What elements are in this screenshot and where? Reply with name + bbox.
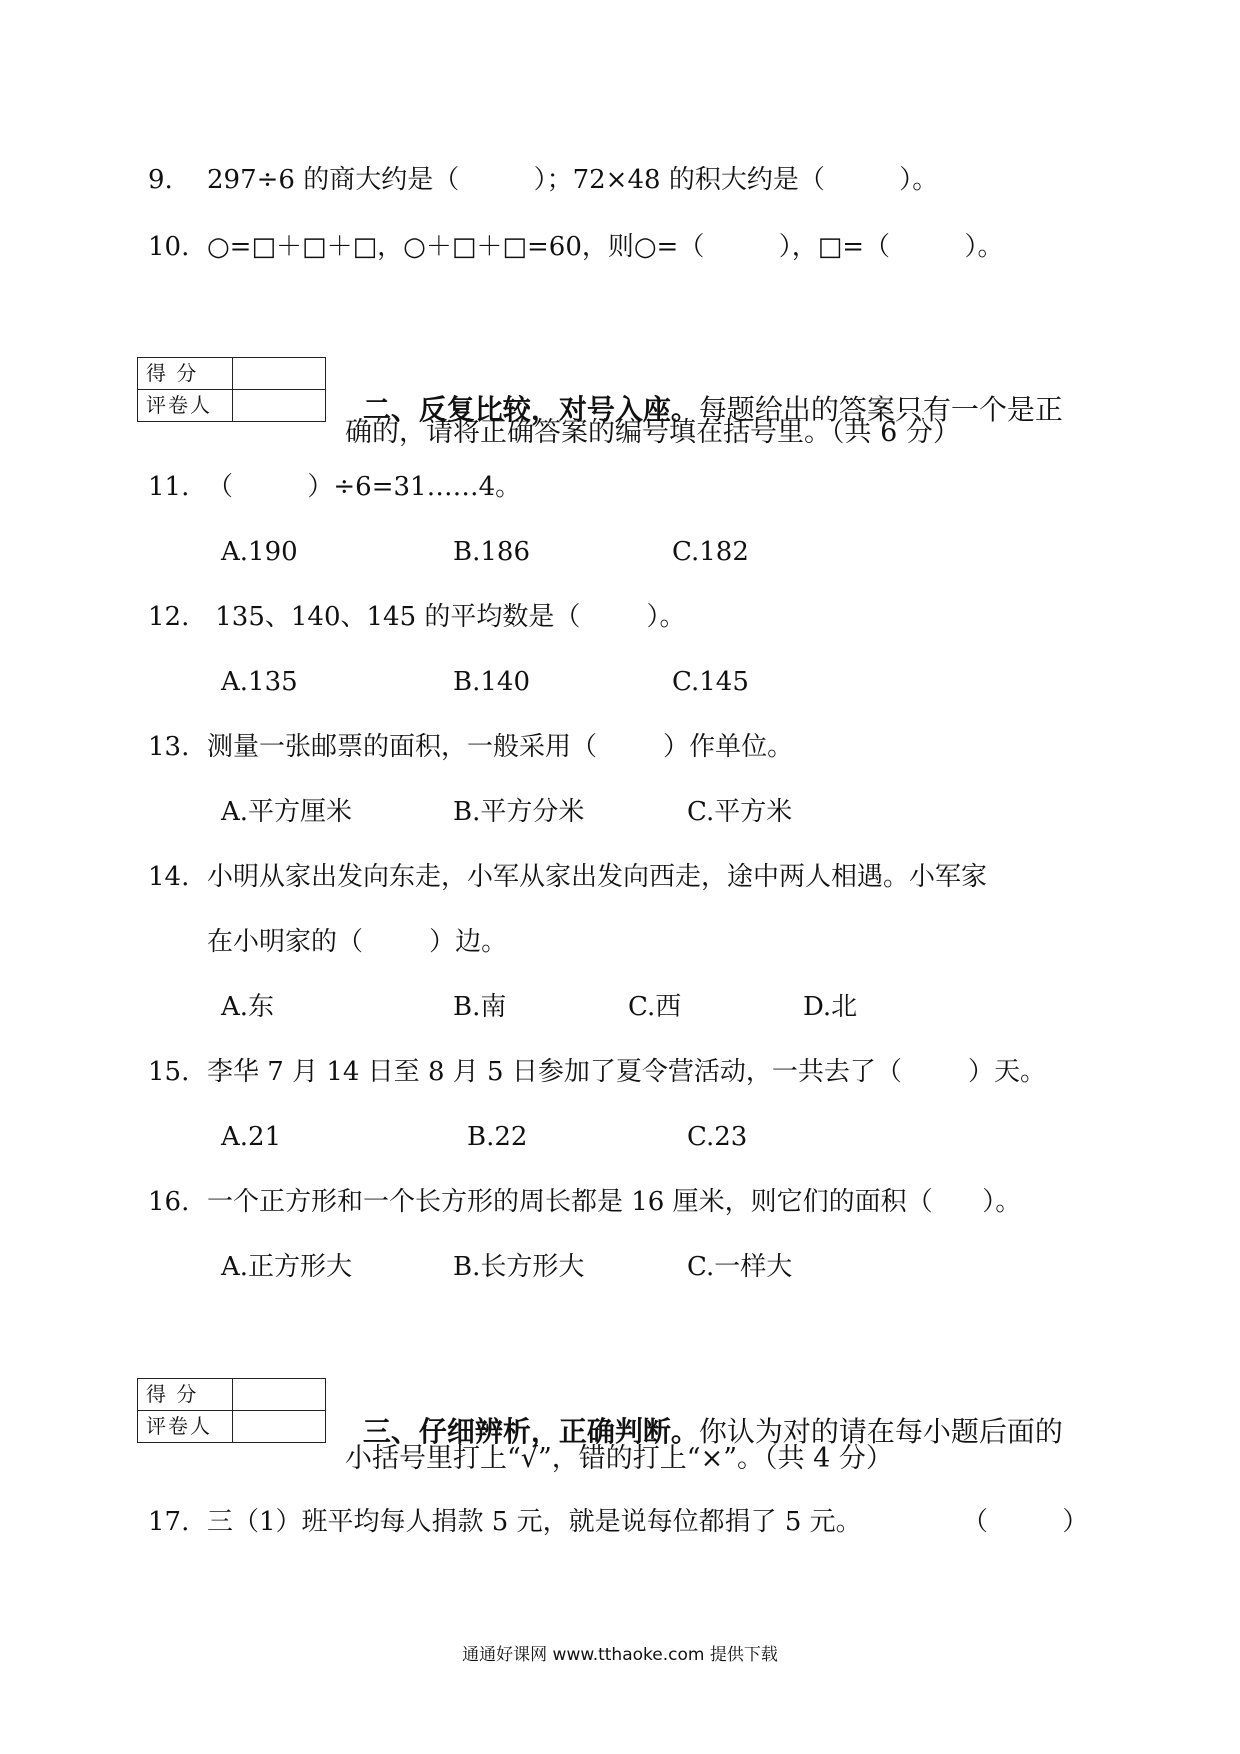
section2-desc-line2: 确的，请将正确答案的编号填在括号里。（共 6 分）	[345, 417, 960, 448]
question-9-number: 9.	[148, 165, 173, 195]
page-footer: 通通好课网 www.tthaoke.com 提供下载	[462, 1645, 778, 1665]
question-11-text: （ ）÷6=31……4。	[207, 472, 522, 502]
question-14-option-a[interactable]: A.东	[221, 992, 275, 1022]
question-11-option-a[interactable]: A.190	[221, 537, 298, 567]
question-11-option-c[interactable]: C.182	[672, 537, 749, 567]
question-10-text: ○=□＋□＋□，○＋□＋□=60，则○=（ ），□=（ ）。	[207, 232, 1004, 262]
question-11-option-b[interactable]: B.186	[453, 537, 530, 567]
question-17-text: 三（1）班平均每人捐款 5 元，就是说每位都捐了 5 元。	[207, 1507, 862, 1537]
question-12-text: 135、140、145 的平均数是（ ）。	[207, 602, 686, 632]
question-16-text: 一个正方形和一个长方形的周长都是 16 厘米，则它们的面积（ ）。	[207, 1187, 1022, 1217]
score-cell[interactable]	[233, 358, 326, 390]
question-14-option-d[interactable]: D.北	[803, 992, 858, 1022]
section2-score-box	[137, 357, 326, 422]
grader-label: 评卷人	[138, 390, 233, 422]
section2-title: 二、反复比较，对号入座。	[362, 393, 699, 426]
question-16-number: 16.	[148, 1187, 190, 1217]
question-14-option-c[interactable]: C.西	[628, 992, 682, 1022]
section3-score-box	[137, 1378, 326, 1443]
score-label: 得 分	[138, 358, 233, 390]
question-14-text-line2: 在小明家的（ ）边。	[207, 927, 508, 957]
question-16-option-c[interactable]: C.一样大	[687, 1252, 793, 1282]
question-11-number: 11.	[148, 472, 190, 502]
question-12-option-b[interactable]: B.140	[453, 667, 530, 697]
score-label: 得 分	[138, 1379, 233, 1411]
grader-cell[interactable]	[233, 1411, 326, 1443]
question-13-text: 测量一张邮票的面积，一般采用（ ）作单位。	[207, 732, 794, 762]
question-10-number: 10.	[148, 232, 190, 262]
question-13-option-a[interactable]: A.平方厘米	[221, 797, 353, 827]
question-15-option-a[interactable]: A.21	[221, 1122, 282, 1152]
question-15-option-c[interactable]: C.23	[687, 1122, 748, 1152]
question-12-option-a[interactable]: A.135	[221, 667, 298, 697]
score-cell[interactable]	[233, 1379, 326, 1411]
question-15-option-b[interactable]: B.22	[467, 1122, 528, 1152]
grader-cell[interactable]	[233, 390, 326, 422]
question-12-number: 12.	[148, 602, 190, 632]
question-17-number: 17.	[148, 1507, 190, 1537]
section3-desc-line2: 小括号里打上“√”，错的打上“×”。（共 4 分）	[345, 1443, 893, 1474]
question-12-option-c[interactable]: C.145	[672, 667, 749, 697]
question-16-option-b[interactable]: B.长方形大	[453, 1252, 585, 1282]
question-13-number: 13.	[148, 732, 190, 762]
section3-title: 三、仔细辨析，正确判断。	[362, 1415, 699, 1448]
question-13-option-c[interactable]: C.平方米	[687, 797, 793, 827]
section3-desc-line1: 你认为对的请在每小题后面的	[698, 1415, 1063, 1448]
grader-label: 评卷人	[138, 1411, 233, 1443]
question-15-number: 15.	[148, 1057, 190, 1087]
question-15-text: 李华 7 月 14 日至 8 月 5 日参加了夏令营活动，一共去了（ ）天。	[207, 1057, 1046, 1087]
question-14-text: 小明从家出发向东走，小军从家出发向西走，途中两人相遇。小军家	[207, 862, 988, 892]
question-16-option-a[interactable]: A.正方形大	[221, 1252, 353, 1282]
question-9-text: 297÷6 的商大约是（ ）；72×48 的积大约是（ ）。	[207, 165, 939, 195]
question-14-number: 14.	[148, 862, 190, 892]
section2-desc-line1: 每题给出的答案只有一个是正	[698, 393, 1063, 426]
question-14-option-b[interactable]: B.南	[453, 992, 507, 1022]
question-13-option-b[interactable]: B.平方分米	[453, 797, 585, 827]
question-17-answer-blank[interactable]: （ ）	[962, 1507, 1089, 1537]
section3-heading	[345, 1381, 1063, 1449]
